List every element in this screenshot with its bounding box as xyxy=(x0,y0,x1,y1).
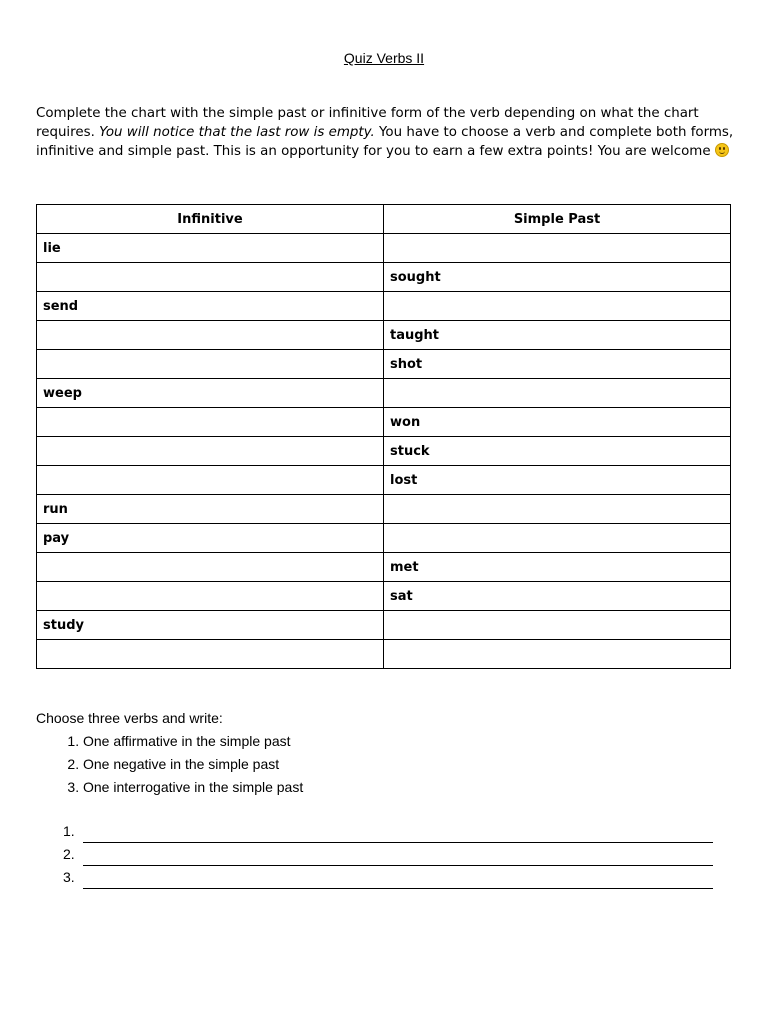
instructions xyxy=(36,707,736,799)
instructions-lead: Choose three verbs and write: xyxy=(36,710,223,726)
simple-past-cell[interactable]: met xyxy=(384,553,731,582)
table-row xyxy=(37,321,731,350)
answer-number: 2. xyxy=(63,846,75,862)
infinitive-cell[interactable]: send xyxy=(37,292,384,321)
answer-lines xyxy=(36,820,736,889)
table-row xyxy=(37,553,731,582)
answer-row xyxy=(36,843,736,866)
table-row xyxy=(37,582,731,611)
page-title: Quiz Verbs II xyxy=(343,50,425,66)
infinitive-cell[interactable] xyxy=(37,553,384,582)
table-row xyxy=(37,495,731,524)
answer-line[interactable] xyxy=(83,826,713,843)
answer-line[interactable] xyxy=(83,849,713,866)
table-row xyxy=(37,292,731,321)
infinitive-cell[interactable] xyxy=(37,321,384,350)
table-row xyxy=(37,379,731,408)
answer-line[interactable] xyxy=(83,872,713,889)
infinitive-cell[interactable] xyxy=(37,466,384,495)
table-row xyxy=(37,437,731,466)
simple-past-cell[interactable]: lost xyxy=(384,466,731,495)
list-item: 3. One interrogative in the simple past xyxy=(83,776,736,799)
simple-past-cell[interactable] xyxy=(384,611,731,640)
infinitive-cell[interactable]: weep xyxy=(37,379,384,408)
simple-past-cell[interactable]: shot xyxy=(384,350,731,379)
simple-past-cell[interactable] xyxy=(384,495,731,524)
intro-text-part2: You have to choose a verb and complete both forms, infinitive and simple past. This is an opportunity for you to earn a few extra points! You are welcome xyxy=(36,125,734,159)
infinitive-cell[interactable]: pay xyxy=(37,524,384,553)
infinitive-cell[interactable] xyxy=(37,640,384,669)
header-infinitive: Infinitive xyxy=(37,205,384,234)
infinitive-cell[interactable] xyxy=(37,350,384,379)
table-row xyxy=(37,234,731,263)
simple-past-cell[interactable] xyxy=(384,234,731,263)
table-row xyxy=(37,408,731,437)
list-item: 2. One negative in the simple past xyxy=(83,753,736,776)
answer-row xyxy=(36,866,736,889)
infinitive-cell[interactable]: run xyxy=(37,495,384,524)
infinitive-cell[interactable]: lie xyxy=(37,234,384,263)
simple-past-cell[interactable]: stuck xyxy=(384,437,731,466)
infinitive-cell[interactable] xyxy=(37,582,384,611)
intro-paragraph xyxy=(36,104,736,161)
simple-past-cell[interactable] xyxy=(384,524,731,553)
simple-past-cell[interactable] xyxy=(384,640,731,669)
table-row xyxy=(37,466,731,495)
simple-past-cell[interactable] xyxy=(384,379,731,408)
infinitive-cell[interactable] xyxy=(37,263,384,292)
infinitive-cell[interactable]: study xyxy=(37,611,384,640)
simple-past-cell[interactable]: sought xyxy=(384,263,731,292)
intro-text-part1: Complete the chart with the simple past or infinitive form of the verb depending on what the chart requires. xyxy=(36,106,699,140)
infinitive-cell[interactable] xyxy=(37,437,384,466)
verb-table xyxy=(36,204,731,669)
simple-past-cell[interactable]: won xyxy=(384,408,731,437)
table-row xyxy=(37,263,731,292)
header-simple-past: Simple Past xyxy=(384,205,731,234)
answer-number: 1. xyxy=(63,823,75,839)
instructions-list xyxy=(36,730,736,799)
list-item: 1. One affirmative in the simple past xyxy=(83,730,736,753)
table-row xyxy=(37,640,731,669)
slightly-smiling-face-icon xyxy=(715,143,729,157)
intro-italic-text: You will notice that the last row is empty. xyxy=(99,125,375,140)
answer-row xyxy=(36,820,736,843)
table-row xyxy=(37,524,731,553)
table-row xyxy=(37,611,731,640)
table-row xyxy=(37,350,731,379)
simple-past-cell[interactable]: taught xyxy=(384,321,731,350)
table-header-row xyxy=(37,205,731,234)
infinitive-cell[interactable] xyxy=(37,408,384,437)
simple-past-cell[interactable]: sat xyxy=(384,582,731,611)
simple-past-cell[interactable] xyxy=(384,292,731,321)
answer-number: 3. xyxy=(63,869,75,885)
